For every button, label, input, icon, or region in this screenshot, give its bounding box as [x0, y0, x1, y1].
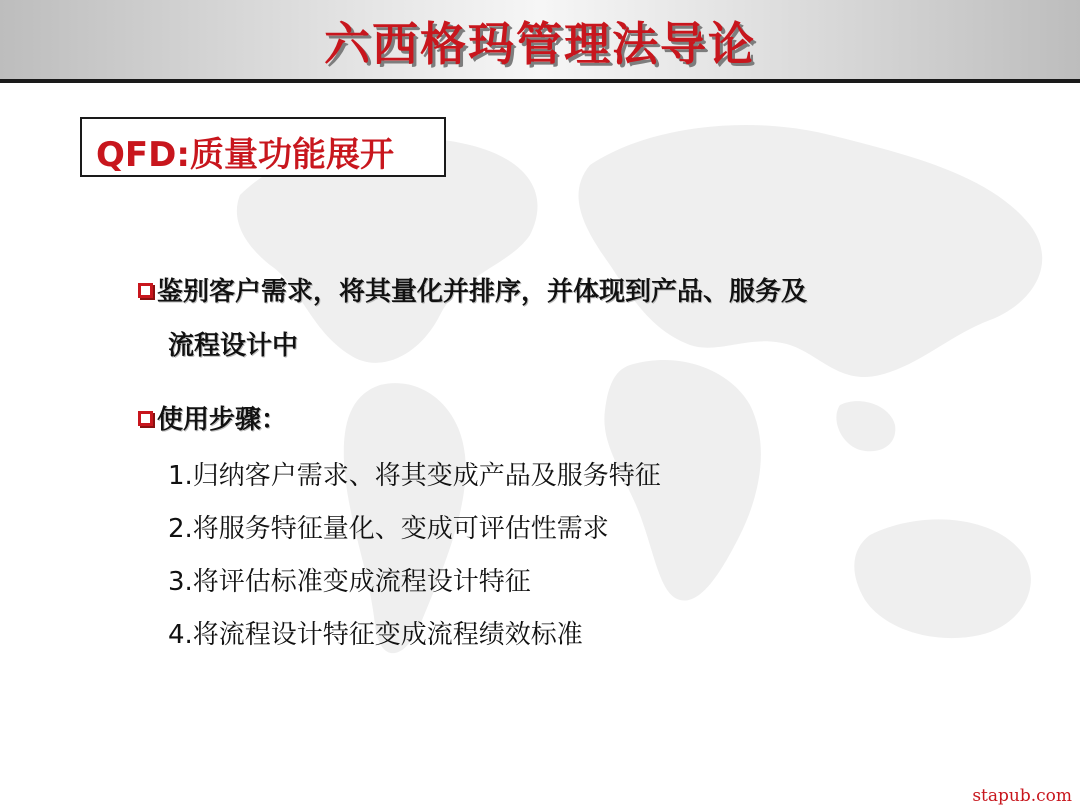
- bullet-text: 使用步骤：: [157, 405, 288, 435]
- bullet-text: 鉴别客户需求，将其量化并排序，并体现到产品、服务及: [157, 277, 808, 307]
- step-item: 1.归纳客户需求、将其变成产品及服务特征: [168, 461, 661, 491]
- step-item: 3.将评估标准变成流程设计特征: [168, 567, 531, 597]
- square-bullet-icon: [138, 411, 153, 426]
- slide-title: 六西格玛管理法导论: [324, 17, 756, 71]
- bullet-item: [138, 271, 807, 308]
- square-bullet-icon: [138, 283, 153, 298]
- title-divider: [0, 79, 1080, 83]
- bullet-item: [138, 399, 287, 436]
- footer-watermark: stapub.com: [972, 786, 1072, 806]
- subtitle-box: [80, 117, 446, 177]
- bullet-continuation: 流程设计中: [168, 331, 299, 361]
- step-item: 2.将服务特征量化、变成可评估性需求: [168, 514, 609, 544]
- subtitle: QFD:质量功能展开: [96, 135, 394, 175]
- step-item: 4.将流程设计特征变成流程绩效标准: [168, 620, 583, 650]
